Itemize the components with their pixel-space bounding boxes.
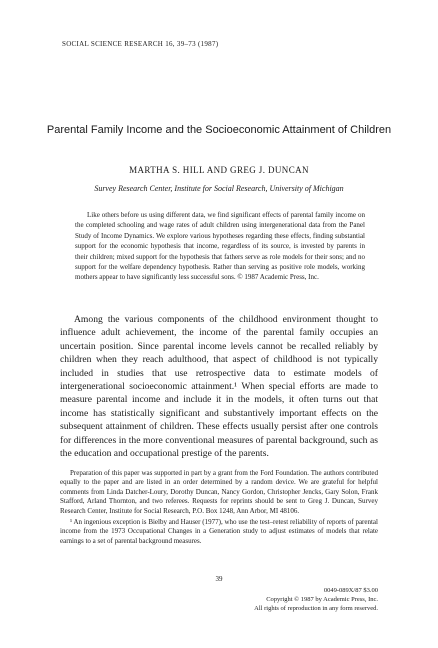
author-affiliation: Survey Research Center, Institute for Social Research, University of Michigan: [94, 184, 344, 193]
copyright-block: [230, 586, 378, 613]
article-title: Parental Family Income and the Socioeconomic Attainment of Children: [46, 124, 392, 136]
body-paragraph: Among the various components of the childhood environment thought to influence adult achievement, the income of the parental family occupies an uncertain position. Since parental income levels cannot be recalled reliably by children when they reach adulthood, that aspect of childhood is not typically included in studies that use retrospective data to estimate models of intergenerational socioeconomic attainment.¹ When special efforts are made to measure parental income and include it in the models, it often turns out that income has statistically significant and substantively important effects on the subsequent attainment of children. These effects usually persist after one controls for differences in the more conventional measures of parental background, such as the education and occupational prestige of the parents.: [60, 314, 378, 460]
footnote-1: ¹ An ingenious exception is Bielby and Hauser (1977), who use the test–retest reliability of reports of parental income from the 1973 Occupational Changes in a Generation study to adjust estimates of models that relate earnings to a set of parental background measures.: [60, 518, 378, 545]
article-authors: MARTHA S. HILL AND GREG J. DUNCAN: [129, 165, 309, 175]
footnotes: [60, 469, 378, 548]
acknowledgement-footnote: Preparation of this paper was supported in part by a grant from the Ford Foundation. The authors contributed equally to the paper and are listed in an order determined by a random device. We are grateful for helpful comments from Linda Datcher-Loury, Dorothy Duncan, Nancy Gordon, Christopher Jencks, Gary Solon, Frank Stafford, Arland Thornton, and two referees. Requests for reprints should be sent to Greg J. Duncan, Survey Research Center, Institute for Social Research, P.O. Box 1248, Ann Arbor, MI 48106.: [60, 469, 378, 515]
running-head: SOCIAL SCIENCE RESEARCH 16, 39–73 (1987): [62, 40, 219, 48]
copyright-line: Copyright © 1987 by Academic Press, Inc.: [266, 596, 378, 603]
issn-price: 0049-089X/87 $3.00: [323, 587, 378, 594]
page-number: 39: [215, 575, 223, 583]
abstract: Like others before us using different data, we find significant effects of parental family income on the completed schooling and wage rates of adult children using intergenerational data from the Panel Study of Income Dynamics. We explore various hypotheses regarding these effects, finding substantial support for the economic hypothesis that income, regardless of its source, is invested by parents in their children; mixed support for the hypothesis that fathers serve as role models for their sons; and no support for the welfare dependency hypothesis. Rather than serving as positive role models, working mothers appear to have significantly less successful sons. © 1987 Academic Press, Inc.: [75, 211, 365, 282]
rights-line: All rights of reproduction in any form reserved.: [254, 605, 378, 612]
